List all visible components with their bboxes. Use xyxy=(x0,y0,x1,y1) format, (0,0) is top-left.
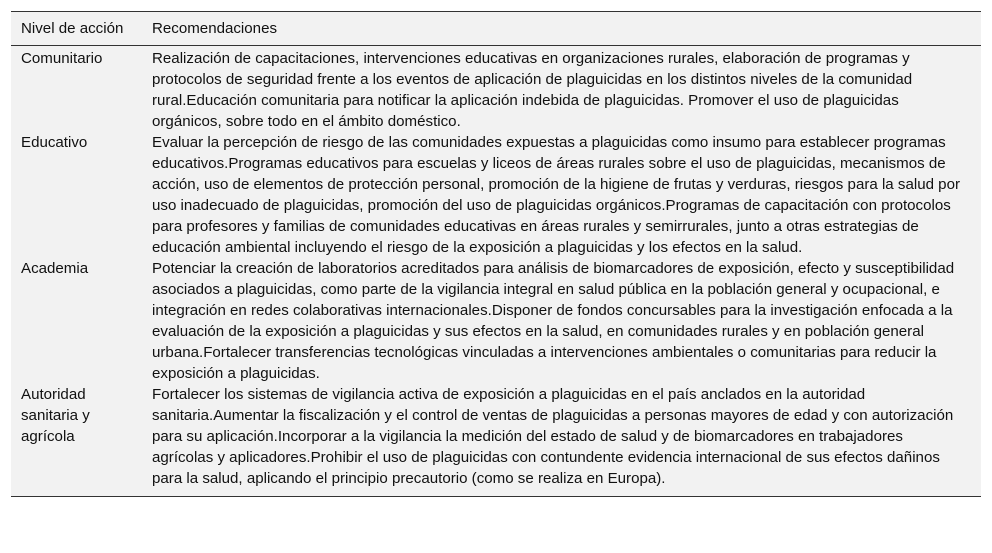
table-row xyxy=(11,46,981,133)
row-level-cell: Academia xyxy=(21,260,89,277)
table-row xyxy=(11,258,981,384)
row-level-cell: Educativo xyxy=(21,134,88,151)
row-recommendation-cell: Realización de capacitaciones, intervenciones educativas en organizaciones rurales, elaboración de programas y protocolos de seguridad frente a los eventos de aplicación de plaguicidas en los distintos niveles de la comunidad rural.Educación comunitaria para notificar la aplicación indebida de plaguicidas. Promover el uso de plaguicidas orgánicos, sobre todo en el ámbito doméstico. xyxy=(152,50,913,130)
recommendations-table-container xyxy=(11,11,981,497)
header-level: Nivel de acción xyxy=(11,12,142,46)
header-row xyxy=(11,12,981,46)
row-level-cell: Autoridad sanitaria y agrícola xyxy=(21,386,90,445)
header-recommendations: Recomendaciones xyxy=(142,12,981,46)
row-recommendation-cell: Fortalecer los sistemas de vigilancia activa de exposición a plaguicidas en el país anclados en la autoridad sanitaria.Aumentar la fiscalización y el control de ventas de plaguicidas a personas mayores de edad y con autorización para su aplicación.Incorporar a la vigilancia la medición del estado de salud y de biomarcadores en trabajadores agrícolas y aplicadores.Prohibir el uso de plaguicidas con contundente evidencia internacional de sus efectos dañinos para la salud, aplicando el principio precautorio (como se realiza en Europa). xyxy=(152,386,954,487)
table-header xyxy=(11,12,981,46)
row-recommendation-cell: Evaluar la percepción de riesgo de las comunidades expuestas a plaguicidas como insumo para establecer programas educativos.Programas educativos para escuelas y liceos de áreas rurales sobre el uso de plaguicidas, mecanismos de acción, uso de elementos de protección personal, promoción de la higiene de frutas y verduras, riesgos para la salud por uso inadecuado de plaguicidas, promoción del uso de plaguicidas orgánicos.Programas de capacitación con protocolos para profesores y familias de comunidades educativas en áreas rurales y semirrurales, junto a otras estrategias de educación ambiental incluyendo el riesgo de la exposición a plaguicidas y los efectos en la salud. xyxy=(152,134,960,256)
row-level-cell: Comunitario xyxy=(21,50,103,67)
table-body xyxy=(11,46,981,497)
table-row xyxy=(11,132,981,258)
row-recommendation-cell: Potenciar la creación de laboratorios acreditados para análisis de biomarcadores de exposición, efecto y susceptibilidad asociados a plaguicidas, como parte de la vigilancia integral en salud pública en la población general y ocupacional, e integración en redes colaborativas internacionales.Disponer de fondos concursables para la investigación enfocada a la evaluación de la exposición a plaguicidas y sus efectos en la salud, en comunidades rurales y en población general urbana.Fortalecer transferencias tecnológicas vinculadas a intervenciones ambientales o comunitarias para reducir la exposición a plaguicidas. xyxy=(152,260,955,382)
table-row xyxy=(11,384,981,496)
recommendations-table xyxy=(11,12,981,496)
